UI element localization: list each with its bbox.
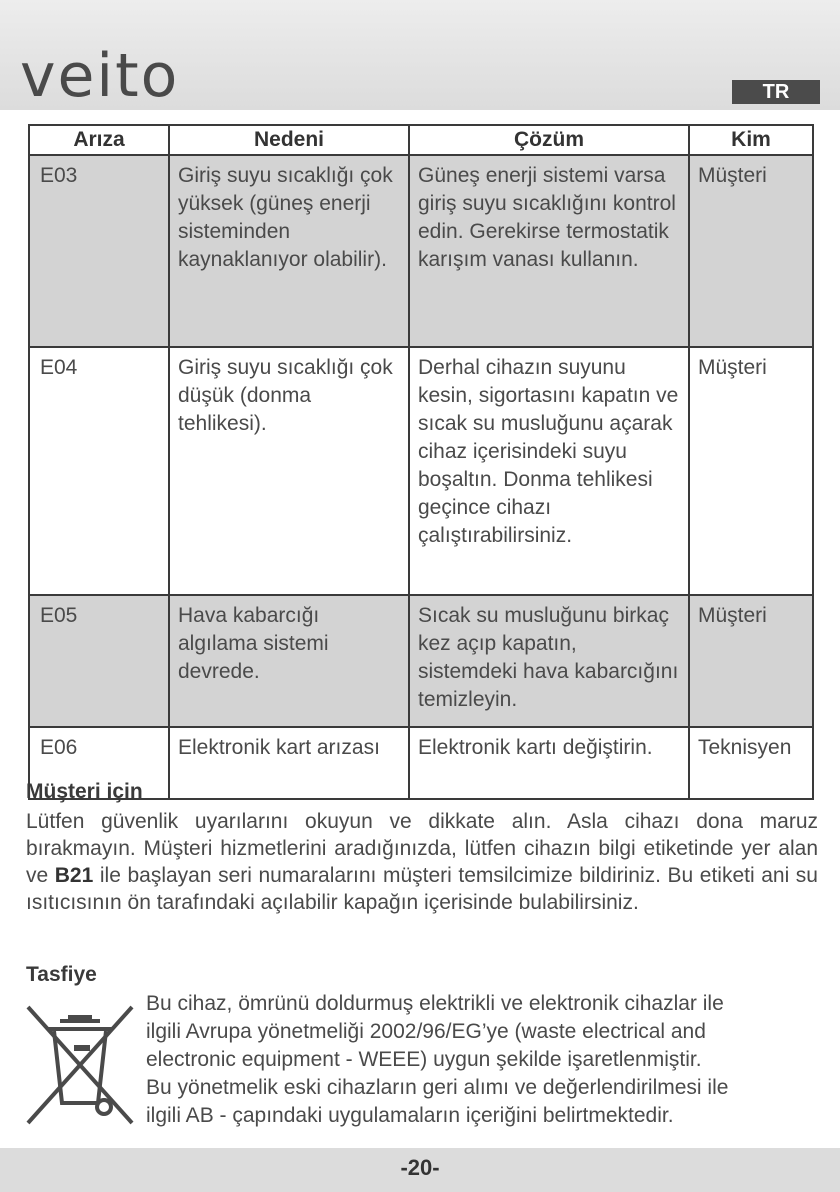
column-header-who: Kim: [689, 125, 813, 155]
fault-cause: Giriş suyu sıcaklığı çok düşük (donma tehlikesi).: [169, 347, 409, 595]
fault-cause: Elektronik kart arızası: [169, 727, 409, 799]
fault-responsible: Müşteri: [689, 155, 813, 347]
fault-solution: Elektronik kartı değiştirin.: [409, 727, 689, 799]
fault-code: E04: [29, 347, 169, 595]
table-row: [29, 727, 813, 799]
disposal-text: [146, 990, 826, 1130]
customer-text-end: ile başlayan seri numaralarını müşteri temsilcimize bildiriniz. Bu etiketi ani su ısıtıcısının ön tarafındaki açılabilir kapağın içerisinde bulabilirsiniz.: [26, 864, 818, 914]
page-number: -20-: [400, 1155, 440, 1180]
fault-cause: Hava kabarcığı algılama sistemi devrede.: [169, 595, 409, 727]
customer-paragraph: [26, 808, 818, 916]
brand-logo: veito: [20, 41, 180, 111]
fault-solution: Güneş enerji sistemi varsa giriş suyu sıcaklığını kontrol edin. Gerekirse termostatik karışım vanası kullanın.: [409, 155, 689, 347]
disposal-line: ilgili AB - çapındaki uygulamaların içeriğini belirtmektedir.: [146, 1104, 674, 1127]
table-header-row: [29, 125, 813, 155]
fault-code: E03: [29, 155, 169, 347]
serial-prefix: B21: [54, 864, 94, 887]
column-header-fault: Arıza: [29, 125, 169, 155]
weee-crossed-bin-icon: [24, 1003, 136, 1127]
table-row: [29, 347, 813, 595]
customer-section-title: Müşteri için: [26, 780, 143, 803]
disposal-line: Bu yönetmelik eski cihazların geri alımı ve değerlendirilmesi ile: [146, 1076, 729, 1099]
fault-code: E06: [29, 727, 169, 799]
disposal-line: Bu cihaz, ömrünü doldurmuş elektrikli ve elektronik cihazlar ile: [146, 992, 724, 1015]
disposal-section-title: Tasfiye: [26, 963, 97, 986]
language-badge: TR: [732, 80, 820, 104]
fault-solution: Sıcak su musluğunu birkaç kez açıp kapatın, sistemdeki hava kabarcığını temizleyin.: [409, 595, 689, 727]
fault-solution: Derhal cihazın suyunu kesin, sigortasını kapatın ve sıcak su musluğunu açarak cihaz içerisindeki suyu boşaltın. Donma tehlikesi geçince cihazı çalıştırabilirsiniz.: [409, 347, 689, 595]
column-header-solution: Çözüm: [409, 125, 689, 155]
disposal-line: electronic equipment - WEEE) uygun şekilde işaretlenmiştir.: [146, 1048, 702, 1071]
table-row: [29, 155, 813, 347]
fault-responsible: Müşteri: [689, 595, 813, 727]
fault-cause: Giriş suyu sıcaklığı çok yüksek (güneş enerji sisteminden kaynaklanıyor olabilir).: [169, 155, 409, 347]
error-table: [28, 124, 814, 800]
fault-code: E05: [29, 595, 169, 727]
fault-responsible: Teknisyen: [689, 727, 813, 799]
table-row: [29, 595, 813, 727]
column-header-cause: Nedeni: [169, 125, 409, 155]
disposal-line: ilgili Avrupa yönetmeliği 2002/96/EG’ye (waste electrical and: [146, 1020, 706, 1043]
fault-responsible: Müşteri: [689, 347, 813, 595]
customer-text-start: Lütfen güvenlik uyarılarını okuyun ve dikkate alın. Asla cihazı dona maruz bırakmayın. Müşteri hizmetlerini aradığınızda, lütfen cihazın bilgi etiketinde yer alan ve: [26, 810, 818, 887]
